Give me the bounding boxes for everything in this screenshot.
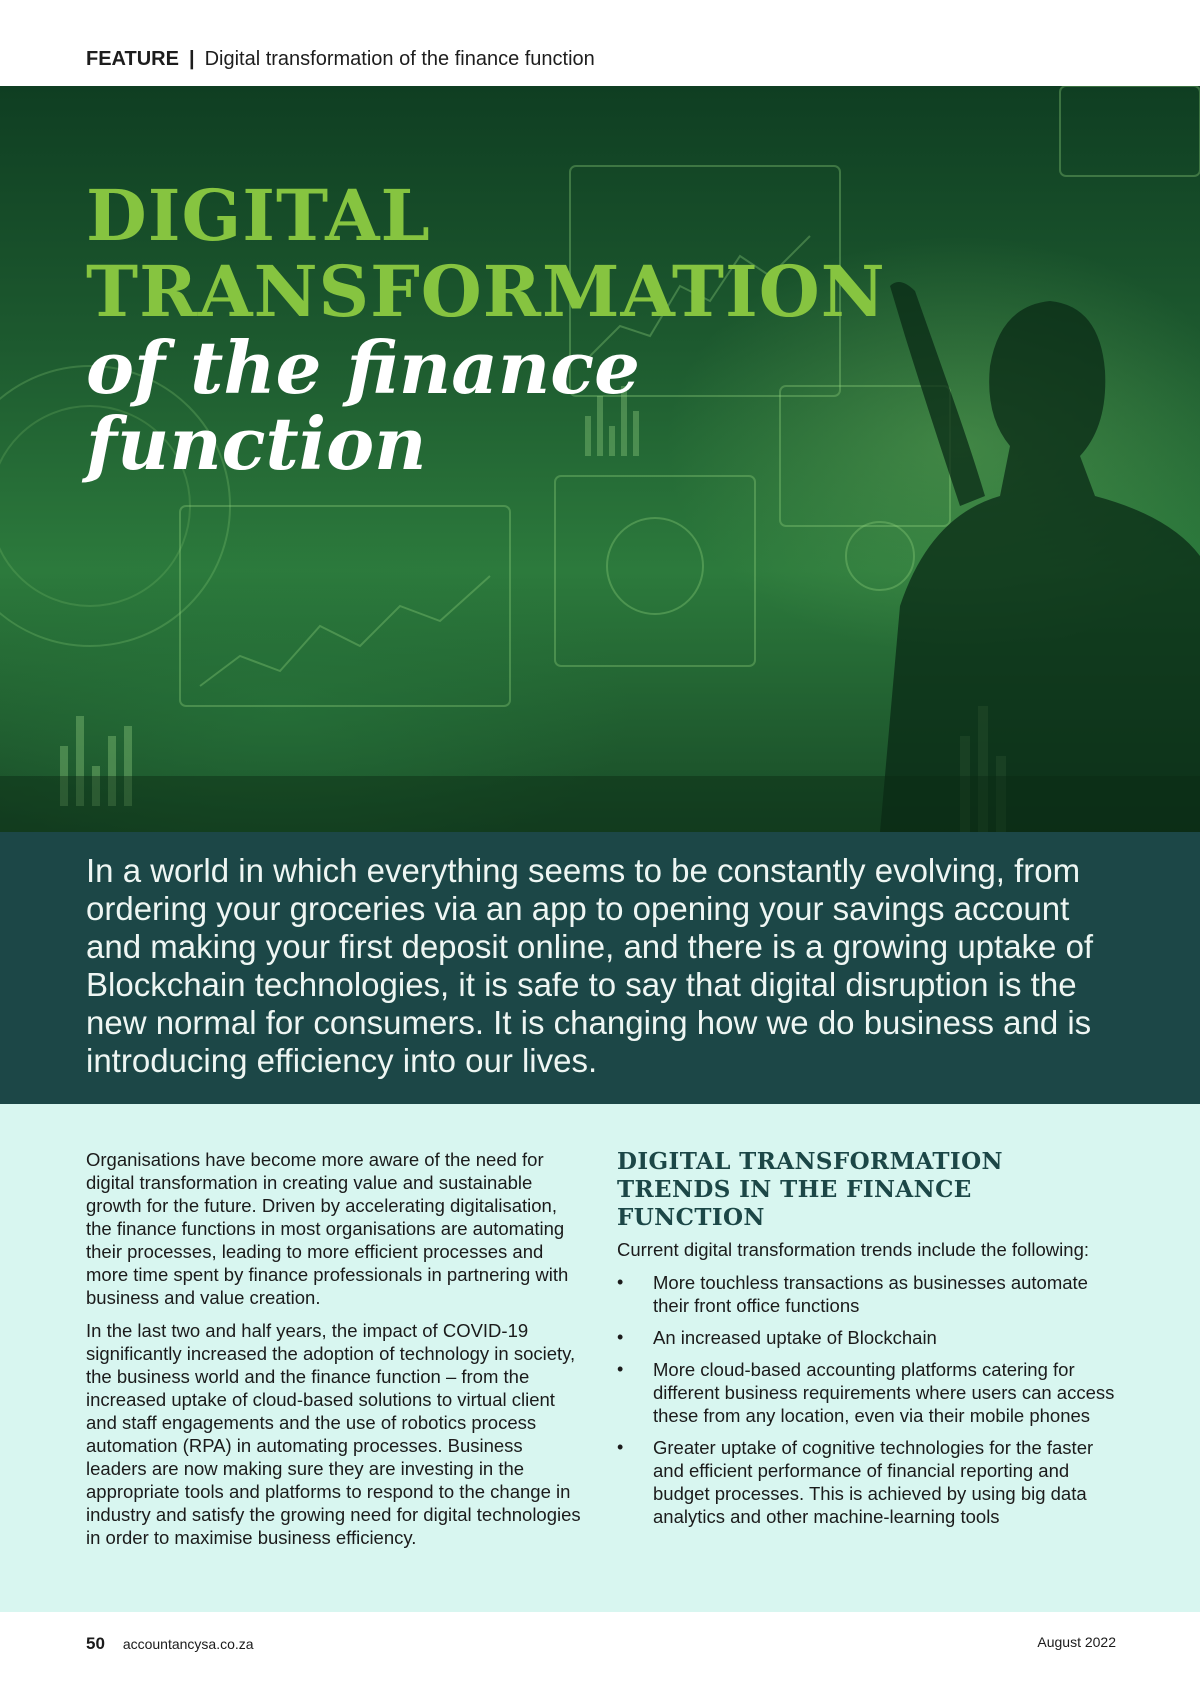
list-item-text: Greater uptake of cognitive technologies for the faster and efficient performance of financial reporting and budget processes. This is achieved by using big data analytics and other machine-learning tools: [653, 1437, 1094, 1527]
list-item: [617, 1326, 1117, 1349]
title-line-function: function: [86, 401, 427, 486]
list-item: [617, 1358, 1117, 1427]
body-paragraph: Organisations have become more aware of the need for digital transformation in creating value and sustainable growth for the future. Driven by accelerating digitalisation, the finance functions in most organisations are automating their processes, leading to more efficient processes and more time spent by finance professionals in partnering with business and value creation.: [86, 1149, 569, 1308]
page-number: 50: [86, 1634, 105, 1653]
page-footer: [86, 1634, 1116, 1658]
running-header: [86, 44, 595, 74]
trends-list: [617, 1271, 1117, 1528]
trends-lead: Current digital transformation trends include the following:: [617, 1239, 1089, 1260]
body-paragraph: In the last two and half years, the impact of COVID-19 significantly increased the adoption of technology in society, the business world and the finance function – from the increased uptake of cloud-based solutions to virtual client and staff engagements and the use of robotics process automation (RPA) in automating processes. Business leaders are now making sure they are investing in the appropriate tools and platforms to respond to the change in industry and satisfy the growing need for digital technologies in order to maximise business efficiency.: [86, 1320, 581, 1548]
right-column: [617, 1148, 1117, 1537]
list-item: [617, 1271, 1117, 1317]
title-line-finance: of the finance: [86, 325, 640, 410]
list-item: [617, 1436, 1117, 1528]
trends-heading: DIGITAL TRANSFORMATION TRENDS IN THE FINANCE FUNCTION: [617, 1148, 1003, 1231]
website-link[interactable]: accountancysa.co.za: [122, 1636, 254, 1652]
article-title: [86, 174, 886, 486]
list-item-text: More touchless transactions as businesses automate their front office functions: [653, 1272, 1088, 1316]
bullet-icon: •: [617, 1437, 624, 1457]
bullet-icon: •: [617, 1359, 624, 1379]
section-kicker: FEATURE: [86, 47, 179, 70]
list-item-text: An increased uptake of Blockchain: [653, 1327, 937, 1348]
left-column: [86, 1148, 586, 1559]
issue-date: August 2022: [1037, 1634, 1116, 1650]
header-separator: |: [188, 47, 195, 70]
article-body: [0, 1104, 1200, 1612]
header-section-title: Digital transformation of the finance function: [204, 47, 595, 70]
title-line-digital: DIGITAL: [86, 174, 431, 257]
hero-banner: [0, 86, 1200, 832]
bullet-icon: •: [617, 1327, 624, 1347]
intro-band: [0, 832, 1200, 1104]
title-line-transformation: TRANSFORMATION: [86, 250, 886, 333]
bullet-icon: •: [617, 1272, 624, 1292]
list-item-text: More cloud-based accounting platforms catering for different business requirements where users can access these from any location, even via their mobile phones: [653, 1359, 1115, 1426]
intro-paragraph: In a world in which everything seems to be constantly evolving, from ordering your groceries via an app to opening your savings account and making your first deposit online, and there is a growing uptake of Blockchain technologies, it is safe to say that digital disruption is the new normal for consumers. It is changing how we do business and is introducing efficiency into our lives.: [86, 852, 1094, 1079]
